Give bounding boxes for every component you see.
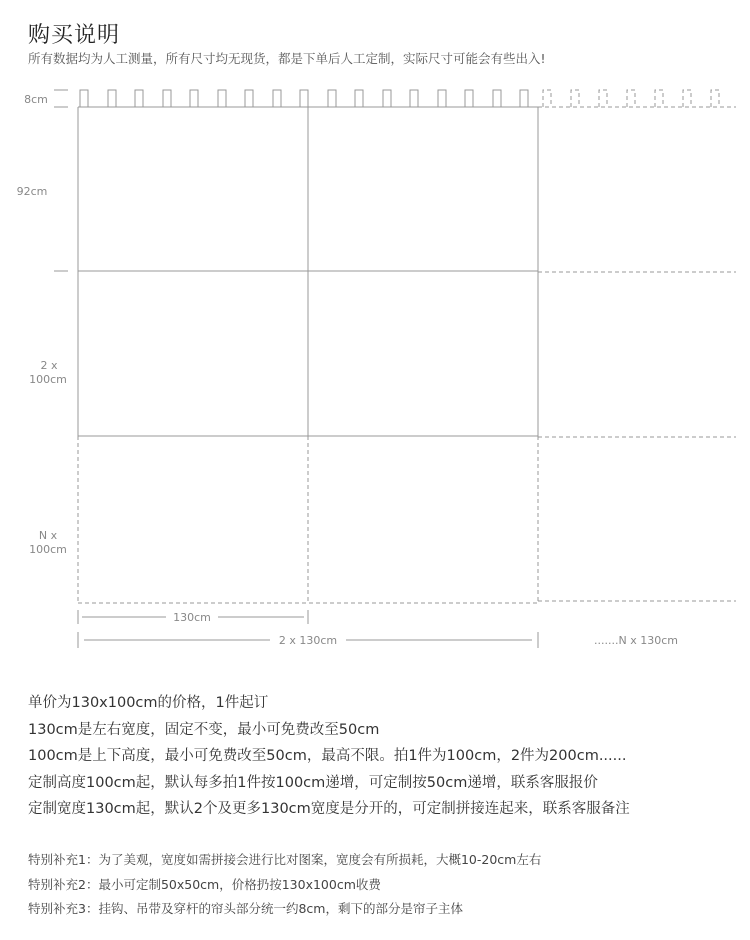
hook-tab [190, 90, 198, 107]
supplement-item: 特别补充1：为了美观，宽度如需拼接会进行比对图案，宽度会有所损耗，大概10-20cm左右 [28, 852, 542, 867]
hook-tab-extension [627, 90, 635, 107]
label-second-row-multiplier: 2 x [40, 359, 58, 372]
label-first-row-height: 92cm [16, 185, 48, 198]
hook-tab [465, 90, 473, 107]
hook-tab [245, 90, 253, 107]
note-item: 定制宽度130cm起，默认2个及更多130cm宽度是分开的，可定制拼接连起来，联系客服备注 [28, 801, 630, 817]
note-item: 定制高度100cm起，默认每多拍1件按100cm递增，可定制按50cm递增，联系客服报价 [28, 774, 598, 791]
hook-tab [163, 90, 171, 107]
hook-tab [493, 90, 501, 107]
hook-tab-extension [571, 90, 579, 107]
note-item: 130cm是左右宽度，固定不变，最小可免费改至50cm [28, 721, 380, 738]
label-hook-height: 8cm [24, 93, 48, 106]
supplement-item: 特别补充2：最小可定制50x50cm，价格扔按130x100cm收费 [28, 876, 381, 892]
extension-dashed-panels [78, 90, 736, 603]
page-title: 购买说明 [28, 23, 121, 48]
hook-tab [520, 90, 528, 107]
hook-tabs [80, 90, 528, 107]
hook-tab-extension [543, 90, 551, 107]
hook-tab [328, 90, 336, 107]
hook-tab [355, 90, 363, 107]
hook-tab-extension [683, 90, 691, 107]
solid-panels [54, 90, 538, 436]
label-third-row-multiplier: N x [38, 529, 58, 542]
hook-tab [108, 90, 116, 107]
purchase-notes [28, 690, 630, 823]
hook-tab-extension [711, 90, 719, 107]
page-subtitle: 所有数据均为人工测量，所有尺寸均无现货，都是下单后人工定制，实际尺寸可能会有些出入! [28, 51, 546, 66]
hook-tab [300, 90, 308, 107]
label-third-row-height: 100cm [29, 543, 67, 556]
special-supplements [28, 848, 541, 922]
note-item: 100cm是上下高度，最小可免费改至50cm，最高不限。拍1件为100cm，2件为200cm...... [28, 748, 627, 764]
hook-tab-extension [599, 90, 607, 107]
label-n-width: .......N x 130cm [594, 634, 678, 647]
hook-tab [383, 90, 391, 107]
hook-tab [218, 90, 226, 107]
hook-tab-extension [655, 90, 663, 107]
hook-tab [273, 90, 281, 107]
label-single-width: 130cm [173, 611, 211, 624]
hook-tab [80, 90, 88, 107]
label-second-row-height: 100cm [29, 373, 67, 386]
hook-tab [438, 90, 446, 107]
hook-tabs-extension [543, 90, 719, 107]
hook-tab [410, 90, 418, 107]
supplement-item: 特别补充3：挂钩、吊带及穿杆的帘头部分统一约8cm，剩下的部分是帘子主体 [28, 901, 463, 916]
hook-tab [135, 90, 143, 107]
label-double-width: 2 x 130cm [278, 634, 338, 647]
note-item: 单价为130x100cm的价格，1件起订 [28, 695, 269, 711]
